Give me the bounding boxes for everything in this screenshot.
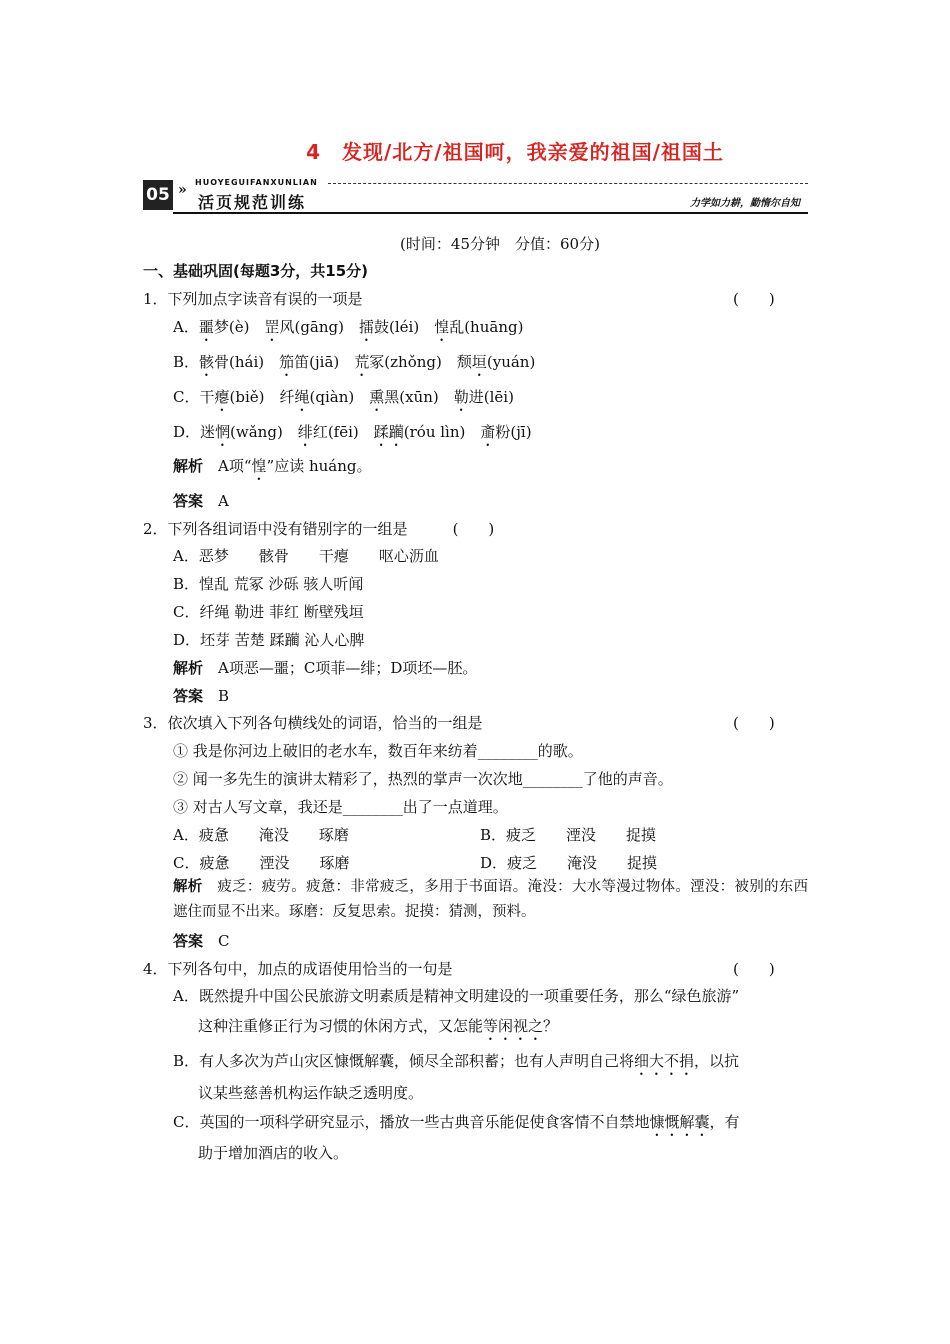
q3-analysis: 解析 疲乏：疲劳。疲惫：非常疲乏，多用于书面语。淹没：大水等漫过物体。湮没：被别的东西遮住而显不出来。琢磨：反复思索。捉摸：猜测，预料。 [173, 879, 809, 920]
q4-option-a-line1: A．既然提升中国公民旅游文明素质是精神文明建设的一项重要任务，那么“绿色旅游” [173, 987, 740, 1005]
q2-answer: 答案 B [173, 687, 230, 705]
q2-option-a: A．恶梦 骸骨 干瘪 呕心沥血 [173, 547, 439, 565]
question-3-stem: 3．依次填入下列各句横线处的词语，恰当的一组是 [143, 714, 483, 732]
q3-sentence-2: ② 闻一多先生的演讲太精彩了，热烈的掌声一次次地________了他的声音。 [173, 770, 673, 788]
q3-option-a: A．疲惫 淹没 琢磨 [173, 826, 349, 844]
q2-option-c: C．纤绳 勒进 菲红 断壁残垣 [173, 603, 364, 621]
question-4-stem: 4．下列各句中，加点的成语使用恰当的一句是 [143, 960, 453, 978]
banner-pinyin: HUOYEGUIFANXUNLIAN [195, 178, 318, 187]
banner-motto: 力学如力耕，勤惰尔自知 [690, 198, 800, 209]
q1-option-d: D．迷惘(wǎng) 绯红(fēi) 蹂躏(róu lìn) 齑粉(jī) [173, 423, 532, 441]
dashed-divider [328, 183, 808, 184]
q4-option-b-line2: 议某些慈善机构运作缺乏透明度。 [198, 1084, 424, 1102]
q3-sentence-1: ① 我是你河边上破旧的老水车，数百年来纺着________的歌。 [173, 742, 583, 760]
q1-option-c: C．干瘪(biě) 纤绳(qiàn) 熏黑(xūn) 勒进(lēi) [173, 388, 514, 406]
answer-bracket: ( ) [733, 290, 775, 308]
answer-bracket: ( ) [733, 960, 775, 978]
question-2-stem: 2．下列各组词语中没有错别字的一组是 ( ) [143, 520, 495, 538]
q3-sentence-3: ③ 对古人写文章，我还是________出了一点道理。 [173, 798, 508, 816]
q3-option-d: D．疲乏 淹没 捉摸 [480, 854, 658, 872]
q1-answer: 答案 A [173, 492, 229, 510]
q1-option-a: A．噩梦(è) 罡风(gāng) 擂鼓(léi) 惶乱(huāng) [173, 318, 524, 336]
q3-option-b: B．疲乏 湮没 捉摸 [480, 826, 657, 844]
chevron-icon: » [178, 182, 187, 198]
q4-option-b-line1: B．有人多次为芦山灾区慷慨解囊，倾尽全部积蓄；也有人声明自己将细大不捐，以抗 [173, 1052, 740, 1070]
q2-option-b: B．惶乱 荒冢 沙砾 骇人听闻 [173, 575, 364, 593]
q4-option-c-line2: 助于增加酒店的收入。 [198, 1144, 349, 1162]
section-number-badge: 05 [143, 180, 173, 210]
q3-answer: 答案 C [173, 932, 230, 950]
question-1-stem: 1．下列加点字读音有误的一项是 [143, 290, 363, 308]
q1-analysis: 解析 A项“惶”应读 huáng。 [173, 457, 372, 475]
page-title: 4 发现/北方/祖国呵，我亲爱的祖国/祖国土 [306, 140, 724, 164]
q2-option-d: D．坯芽 苦楚 蹂躏 沁人心脾 [173, 631, 365, 649]
banner-underline [173, 212, 808, 214]
q3-option-c: C．疲惫 湮没 琢磨 [173, 854, 350, 872]
q4-option-c-line1: C．英国的一项科学研究显示，播放一些古典音乐能促使食客情不自禁地慷慨解囊，有 [173, 1113, 740, 1131]
q1-option-b: B．骸骨(hái) 笳笛(jiā) 荒冢(zhǒng) 颓垣(yuán) [173, 353, 536, 371]
section-heading: 一、基础巩固(每题3分，共15分) [143, 262, 369, 280]
time-score-info: (时间：45分钟 分值：60分) [400, 235, 600, 253]
q4-option-a-line2: 这种注重修正行为习惯的休闲方式，又怎能等闲视之？ [198, 1017, 559, 1035]
section-banner [143, 178, 808, 214]
answer-bracket: ( ) [733, 714, 775, 732]
banner-title: 活页规范训练 [198, 193, 307, 212]
q2-analysis: 解析 A项恶—噩；C项菲—绯；D项坯—胚。 [173, 659, 478, 677]
